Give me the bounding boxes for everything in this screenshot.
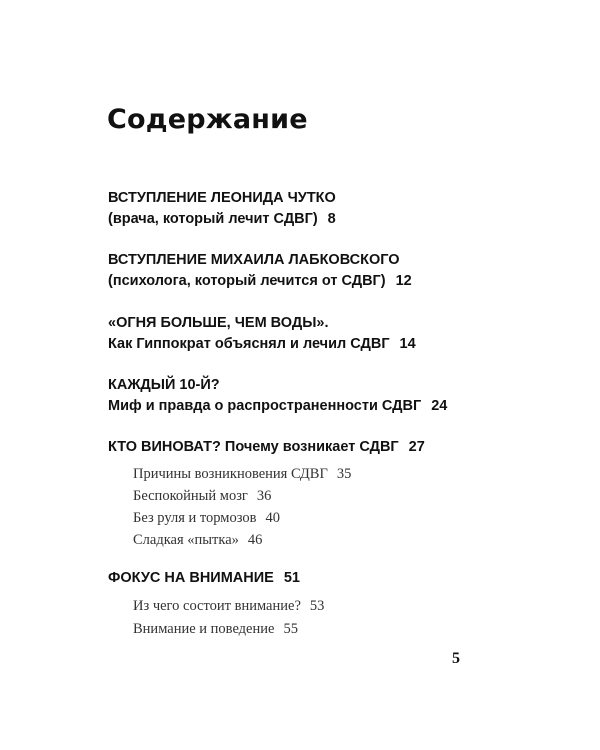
toc-page-number: 24 — [431, 398, 448, 414]
toc-entry-subtitle: Миф и правда о распространенности СДВГ — [108, 398, 422, 414]
toc-subentry-label: Внимание и поведение — [133, 621, 275, 637]
toc-subentry-label: Из чего состоит внимание? — [133, 598, 301, 614]
toc-entry-subtitle: Как Гиппократ объяснял и лечил СДВГ — [108, 336, 390, 352]
page-number: 5 — [452, 650, 460, 667]
toc-subentry-attention-behavior[interactable] — [133, 621, 298, 638]
toc-entry-title: КАЖДЫЙ 10-Й? — [108, 377, 220, 393]
toc-page-number: 55 — [283, 621, 298, 637]
toc-entry-subtitle: (психолога, который лечится от СДВГ) — [108, 273, 386, 289]
toc-subentry-restless-brain[interactable] — [133, 488, 271, 505]
toc-page-number: 8 — [327, 211, 336, 227]
toc-entry-title: КТО ВИНОВАТ? Почему возникает СДВГ — [108, 439, 399, 455]
toc-page-number: 35 — [336, 466, 352, 482]
toc-entry-hippocrates[interactable] — [108, 313, 416, 355]
toc-subentry-label: Сладкая «пытка» — [133, 532, 239, 548]
toc-entry-who-is-to-blame[interactable] — [108, 437, 425, 458]
toc-subentry-label: Беспокойный мозг — [133, 488, 248, 504]
toc-page-number: 40 — [265, 510, 280, 526]
toc-subentry-no-brakes[interactable] — [133, 510, 280, 527]
toc-page-number: 36 — [256, 488, 272, 504]
toc-page-number: 53 — [309, 598, 325, 614]
toc-subentry-sweet-torture[interactable] — [133, 532, 262, 549]
toc-entry-title: ВСТУПЛЕНИЕ ЛЕОНИДА ЧУТКО — [108, 190, 336, 206]
page-title: Содержание — [107, 104, 308, 135]
toc-entry-title: ВСТУПЛЕНИЕ МИХАИЛА ЛАБКОВСКОГО — [108, 252, 400, 268]
toc-entry-every-tenth[interactable] — [108, 375, 447, 417]
toc-subentry-label: Причины возникновения СДВГ — [133, 466, 328, 482]
toc-page-number: 46 — [247, 532, 263, 548]
toc-entry-labkovsky[interactable] — [108, 250, 412, 292]
toc-page-number: 14 — [399, 336, 416, 352]
toc-subentry-label: Без руля и тормозов — [133, 510, 257, 526]
toc-page-number: 27 — [408, 439, 425, 455]
toc-page-number: 51 — [283, 570, 300, 586]
toc-entry-title: «ОГНЯ БОЛЬШЕ, ЧЕМ ВОДЫ». — [108, 315, 329, 331]
toc-entry-chutko[interactable] — [108, 188, 336, 230]
toc-entry-subtitle: (врача, который лечит СДВГ) — [108, 211, 318, 227]
toc-subentry-attention-components[interactable] — [133, 598, 324, 615]
toc-page-number: 12 — [395, 273, 412, 289]
toc-entry-focus-on-attention[interactable] — [108, 568, 300, 589]
toc-entry-title: ФОКУС НА ВНИМАНИЕ — [108, 570, 274, 586]
toc-subentry-causes[interactable] — [133, 466, 351, 483]
